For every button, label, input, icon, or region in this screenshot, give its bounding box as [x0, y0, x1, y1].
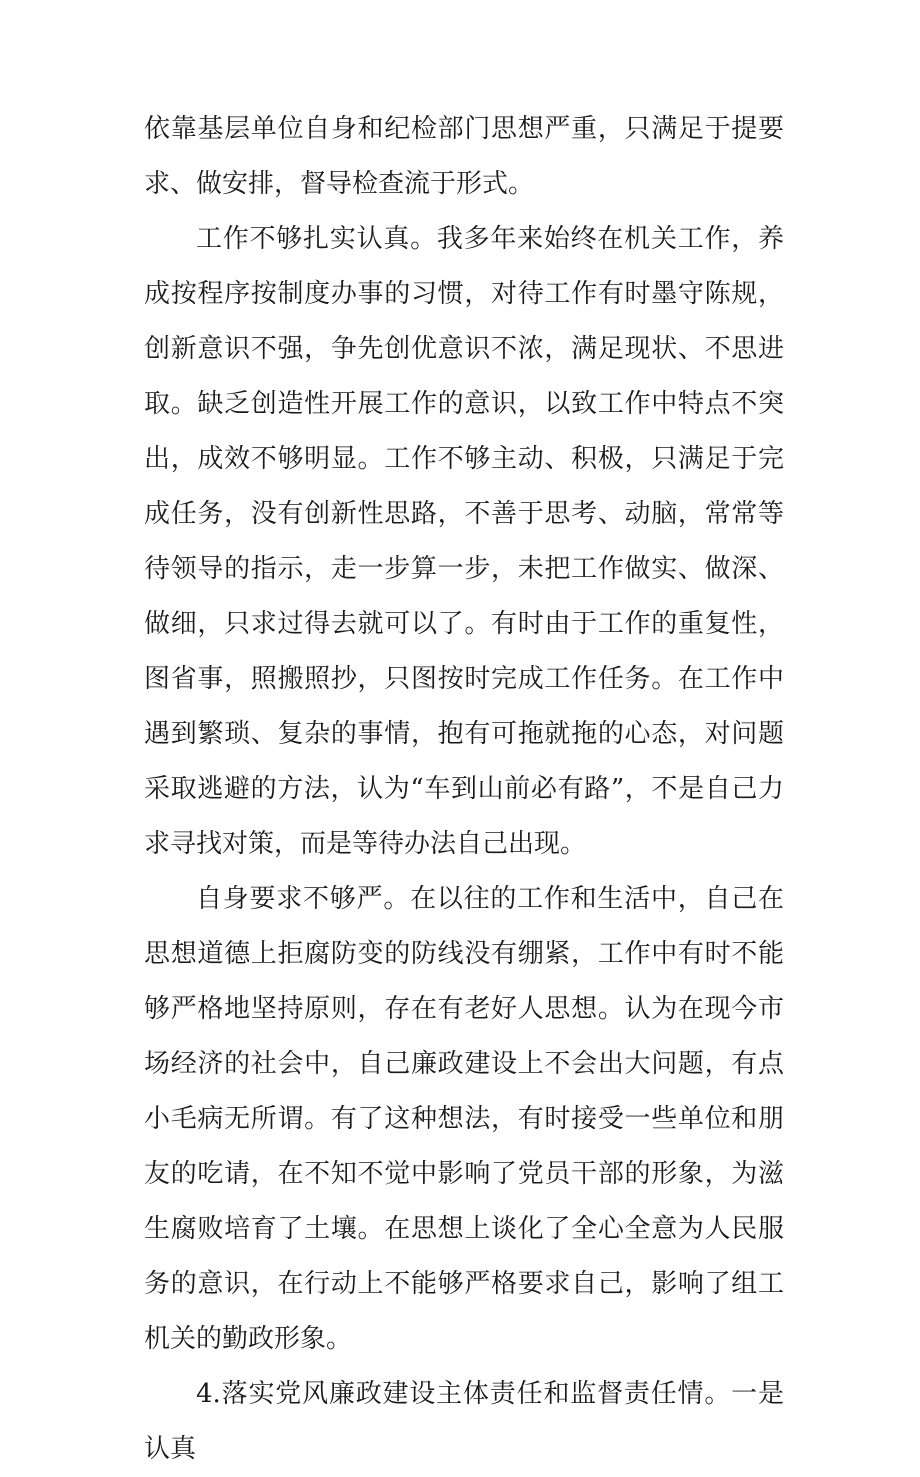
paragraph-continuation: 依靠基层单位自身和纪检部门思想严重，只满足于提要求、做安排，督导检查流于形式。	[144, 114, 784, 199]
paragraph-section-4-heading: 4.落实党风廉政建设主体责任和监督责任情。一是认真	[144, 1379, 784, 1464]
document-body	[144, 102, 784, 1477]
paragraph-self-discipline: 自身要求不够严。在以往的工作和生活中，自己在思想道德上拒腐防变的防线没有绷紧，工作中有时不能够严格地坚持原则，存在有老好人思想。认为在现今市场经济的社会中，自己廉政建设上不会出大问题，有点小毛病无所谓。有了这种想法，有时接受一些单位和朋友的吃请，在不知不觉中影响了党员干部的形象，为滋生腐败培育了土壤。在思想上谈化了全心全意为人民服务的意识，在行动上不能够严格要求自己，影响了组工机关的勤政形象。	[144, 884, 784, 1354]
paragraph-work-not-solid: 工作不够扎实认真。我多年来始终在机关工作，养成按程序按制度办事的习惯，对待工作有时墨守陈规，创新意识不强，争先创优意识不浓，满足现状、不思进取。缺乏创造性开展工作的意识，以致工作中特点不突出，成效不够明显。工作不够主动、积极，只满足于完成任务，没有创新性思路，不善于思考、动脑，常常等待领导的指示，走一步算一步，未把工作做实、做深、做细，只求过得去就可以了。有时由于工作的重复性，图省事，照搬照抄，只图按时完成工作任务。在工作中遇到繁琐、复杂的事情，抱有可拖就拖的心态，对问题采取逃避的方法，认为“车到山前必有路”，不是自己力求寻找对策，而是等待办法自己出现。	[144, 224, 784, 859]
